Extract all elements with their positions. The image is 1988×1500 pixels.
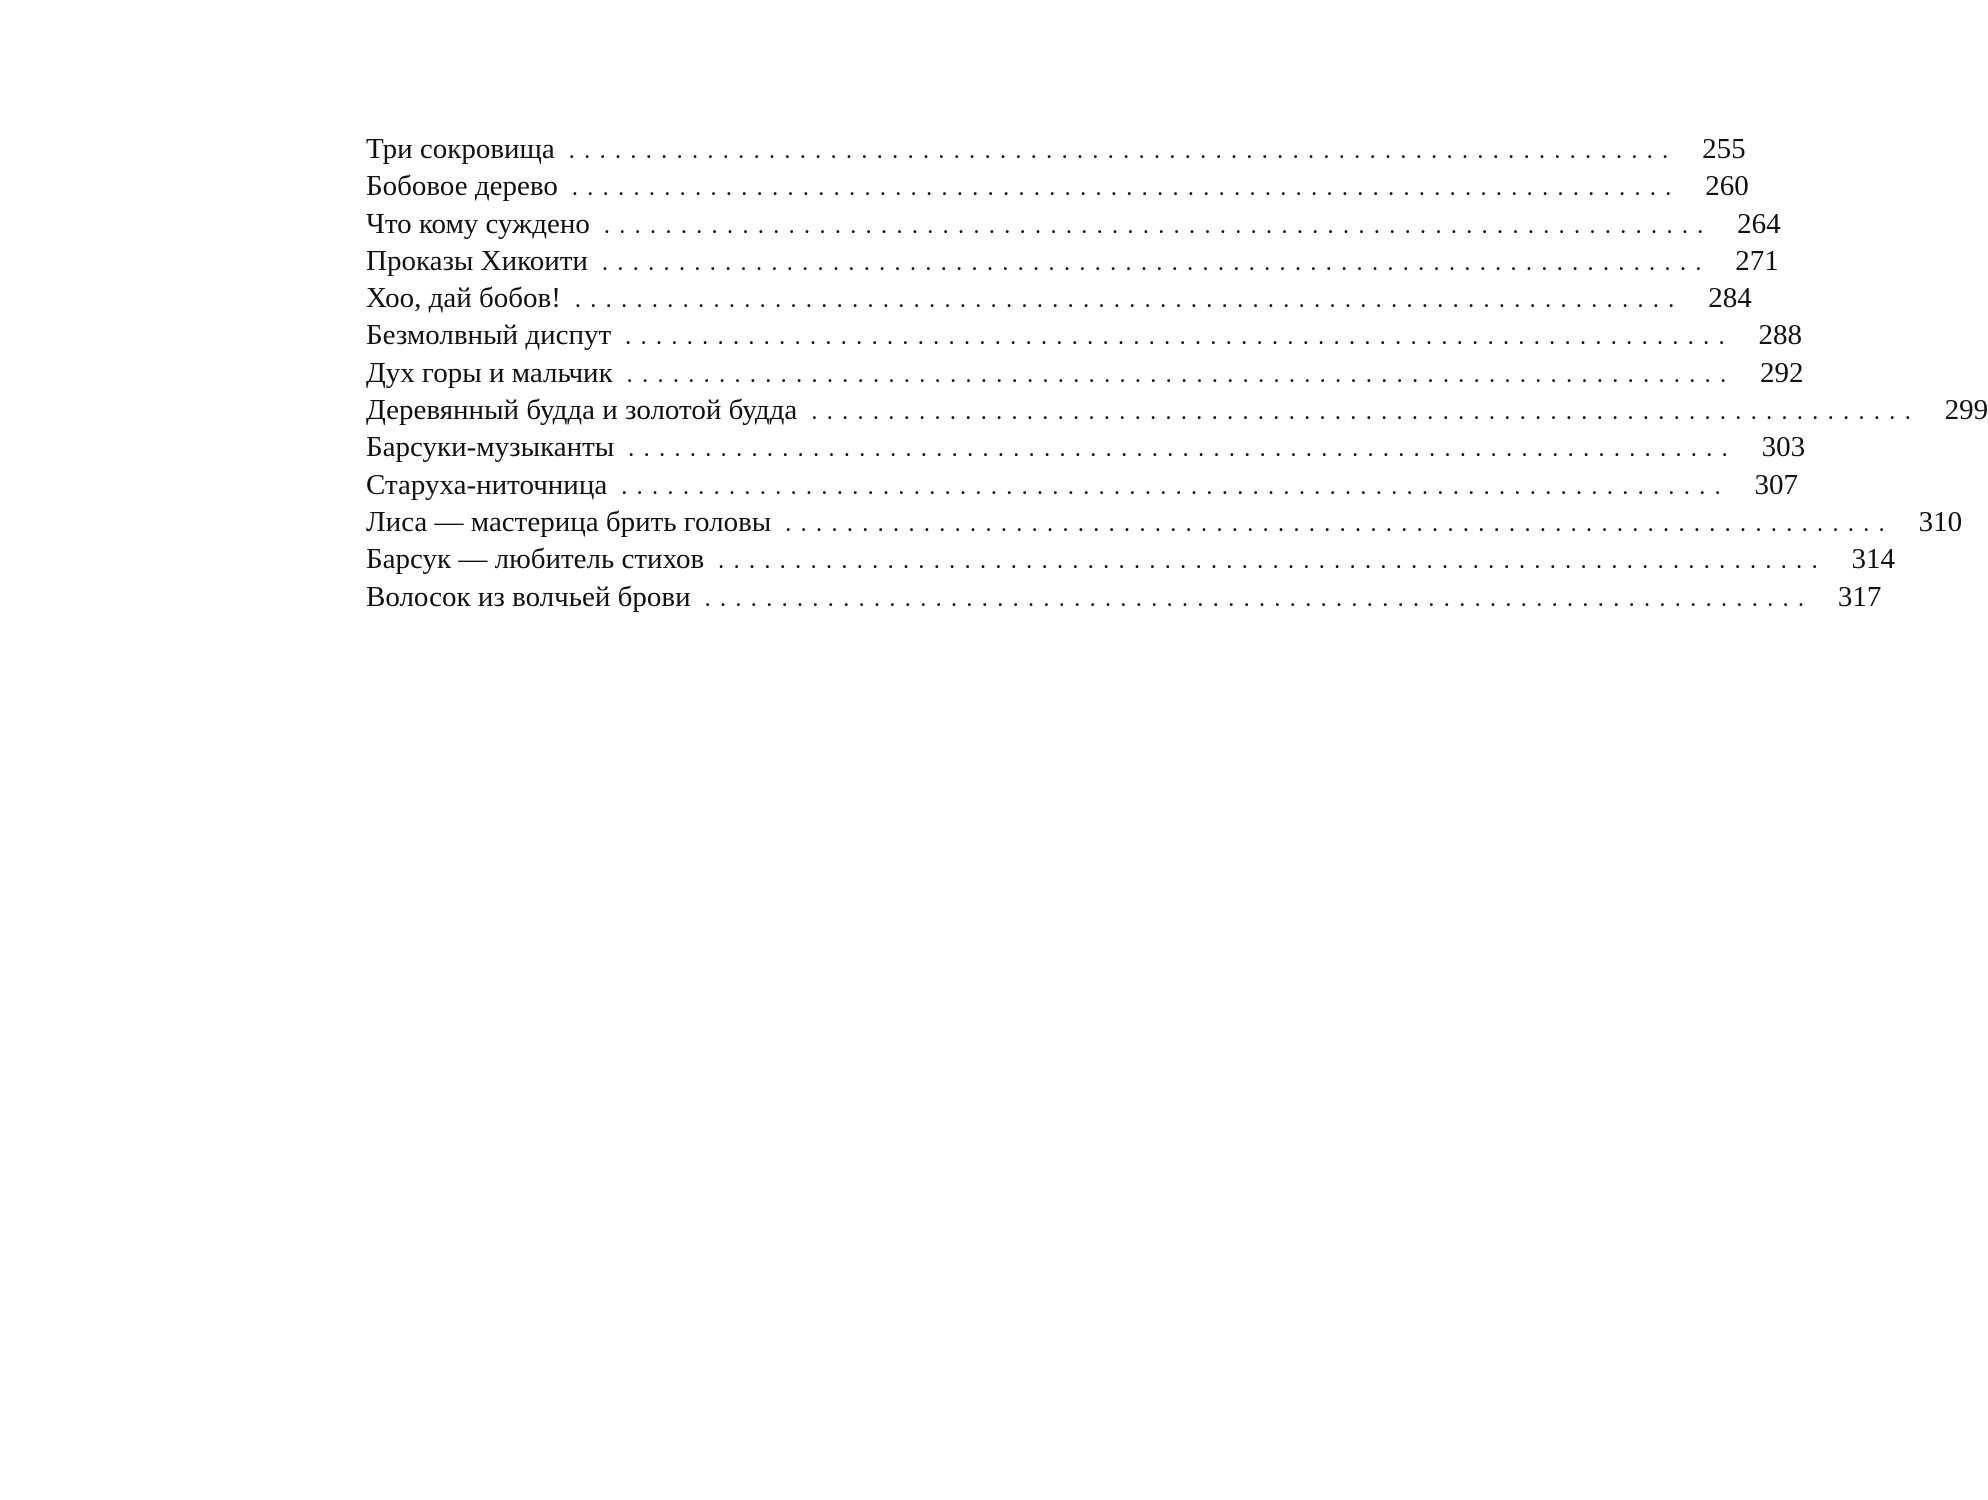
toc-entry — [366, 392, 1988, 429]
toc-entry — [366, 243, 1779, 280]
toc-dot-leader: ........................................................................ — [628, 436, 1738, 463]
toc-dot-leader: ........................................................................ — [704, 585, 1814, 612]
toc-entry-title: Волосок из волчьей брови — [366, 580, 691, 613]
toc-entry-page: 264 — [1737, 207, 1781, 240]
toc-entry-title: Бобовое дерево — [366, 170, 558, 203]
toc-dot-leader: ........................................................................ — [626, 361, 1736, 388]
toc-dot-leader: ........................................................................ — [718, 548, 1827, 575]
toc-entry — [366, 541, 1895, 578]
toc-entry-title: Барсуки-музыканты — [366, 431, 615, 464]
toc-entry-page: 303 — [1761, 431, 1806, 464]
toc-entry-page: 288 — [1758, 319, 1802, 352]
toc-entry-title: Деревянный будда и золотой будда — [366, 394, 798, 427]
toc-entry-title: Безмолвный диспут — [366, 319, 612, 352]
toc-entry — [366, 131, 1746, 168]
toc-entry — [366, 579, 1882, 616]
toc-entry-page: 255 — [1702, 133, 1746, 165]
toc-dot-leader: ........................................................................ — [603, 212, 1713, 239]
toc-dot-leader: ........................................................................ — [571, 175, 1681, 202]
toc-entry — [366, 467, 1799, 504]
toc-entry — [366, 504, 1963, 541]
toc-dot-leader: ........................................................................ — [601, 249, 1711, 276]
toc-entry — [366, 206, 1781, 243]
toc-entry-title: Лиса — мастерица брить головы — [366, 505, 772, 538]
toc-entry-title: Что кому суждено — [366, 207, 590, 240]
toc-dot-leader: ........................................................................ — [625, 324, 1734, 351]
toc-entry-title: Три сокровища — [366, 133, 555, 165]
toc-entry-page: 314 — [1851, 543, 1895, 576]
toc-entry-page: 271 — [1735, 244, 1779, 277]
toc-entry-title: Барсук — любитель стихов — [366, 543, 705, 576]
toc-dot-leader: ........................................................................ — [621, 473, 1731, 500]
toc-entry-title: Старуха-ниточница — [366, 468, 608, 501]
toc-entry-page: 307 — [1754, 468, 1799, 501]
toc-entry-page: 292 — [1759, 356, 1804, 389]
toc-entry-title: Дух горы и мальчик — [366, 356, 613, 389]
toc-entry — [366, 355, 1804, 392]
toc-entry — [366, 280, 1752, 317]
toc-entry-title: Хоо, дай бобов! — [366, 282, 561, 315]
toc-entry-page: 260 — [1705, 170, 1749, 203]
toc-entry — [366, 168, 1749, 205]
table-of-contents — [366, 131, 1988, 616]
toc-dot-leader: ........................................................................ — [785, 510, 1895, 537]
toc-dot-leader: ........................................................................ — [574, 287, 1684, 314]
toc-entry — [366, 317, 1802, 354]
toc-entry-page: 317 — [1837, 580, 1882, 613]
toc-dot-leader: ........................................................................ — [568, 138, 1678, 164]
toc-entry — [366, 429, 1806, 466]
toc-entry-page: 299 — [1944, 394, 1988, 427]
toc-dot-leader: ........................................................................ — [811, 399, 1921, 426]
toc-entry-page: 284 — [1708, 282, 1752, 315]
toc-entry-title: Проказы Хикоити — [366, 244, 588, 277]
toc-entry-page: 310 — [1918, 505, 1963, 538]
